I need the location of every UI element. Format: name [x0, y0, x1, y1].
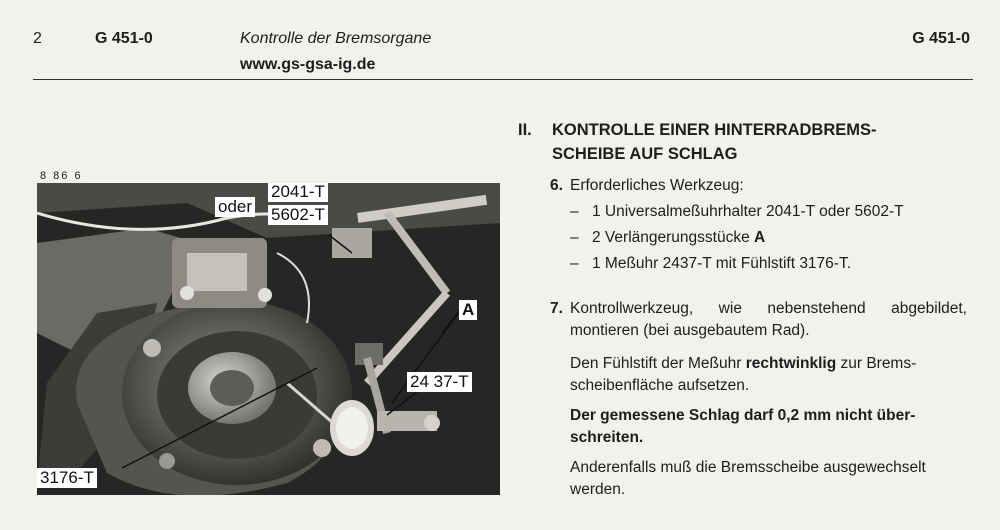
- label-5602-t: 5602-T: [268, 205, 328, 225]
- tool-item-2: [592, 227, 765, 249]
- step7-text-line1: Kontrollwerkzeug, wie nebenstehend abgebildet,: [570, 300, 967, 317]
- photo-illustration: [37, 183, 500, 495]
- label-oder: oder: [215, 197, 255, 217]
- para1-bold: rechtwinklig: [745, 355, 837, 372]
- tool-item-2-bold: A: [754, 229, 766, 246]
- para1-line1: [570, 353, 916, 375]
- para2-line1: Der gemessene Schlag darf 0,2 mm nicht über-: [570, 407, 916, 424]
- para1-line2: scheibenfläche aufsetzen.: [570, 377, 750, 394]
- step6-number: 6.: [550, 177, 563, 194]
- section-title-line2: SCHEIBE AUF SCHLAG: [552, 145, 738, 163]
- dash: –: [570, 203, 579, 220]
- dash: –: [570, 255, 579, 272]
- section-number: II.: [518, 121, 532, 139]
- dash: –: [570, 229, 579, 246]
- tool-item-2-text: 2 Verlängerungsstücke: [592, 229, 754, 246]
- page-title: Kontrolle der Bremsorgane: [240, 30, 432, 47]
- photo-reference: 8 86 6: [40, 170, 83, 182]
- label-a: A: [459, 300, 477, 320]
- label-3176-t: 3176-T: [37, 468, 97, 488]
- tool-item-3: 1 Meßuhr 2437-T mit Fühlstift 3176-T.: [592, 255, 852, 272]
- section-title-line1: KONTROLLE EINER HINTERRADBREMS-: [552, 121, 877, 139]
- para3-line1: Anderenfalls muß die Bremsscheibe ausgewechselt: [570, 459, 926, 476]
- doc-code-right: G 451-0: [912, 30, 970, 47]
- website-url[interactable]: www.gs-gsa-ig.de: [240, 56, 376, 73]
- step7-number: 7.: [550, 300, 563, 317]
- tool-setup-photo: [37, 183, 500, 495]
- step7-text-line2: montieren (bei ausgebautem Rad).: [570, 322, 810, 339]
- para2-line2: schreiten.: [570, 429, 644, 446]
- tool-item-1: 1 Universalmeßuhrhalter 2041-T oder 5602-T: [592, 203, 904, 220]
- header-divider: [33, 79, 973, 80]
- label-2437-t: 24 37-T: [407, 372, 472, 392]
- para1-part2: zur Brems-: [836, 355, 917, 372]
- doc-code-left: G 451-0: [95, 30, 153, 47]
- para1-part1: Den Fühlstift der Meßuhr: [570, 355, 746, 372]
- step6-heading: Erforderliches Werkzeug:: [570, 177, 744, 194]
- label-2041-t: 2041-T: [268, 183, 328, 202]
- para3-line2: werden.: [570, 481, 626, 498]
- page-number: 2: [33, 30, 42, 47]
